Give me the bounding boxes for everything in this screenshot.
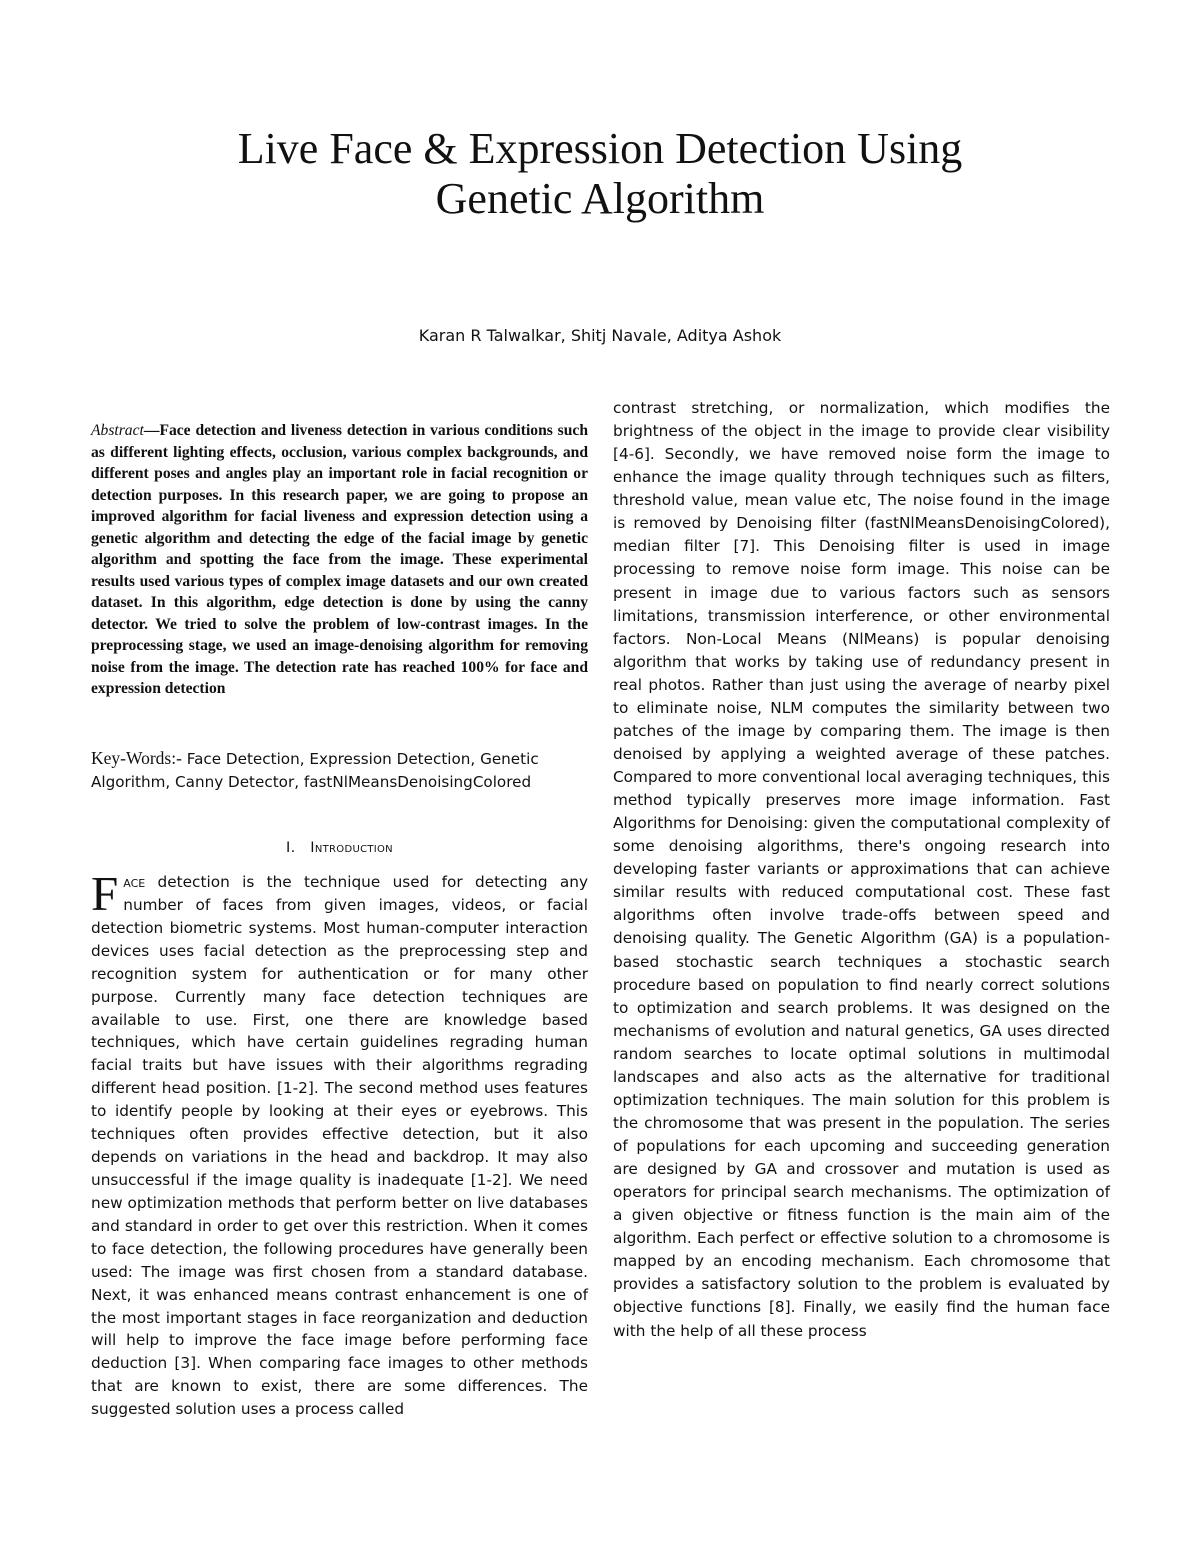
keywords-label: Key-Words:- [91,748,182,768]
intro-text: detection is the technique used for detecting any number of faces from given images, videos, or facial detection biometric systems. Most human-computer interaction devices uses facial detection as the preprocessing step and recognition system for authentication or for many other purpose. Currently many face detection techniques are available to use. First, one there are knowledge based techniques, which have certain guidelines regrading human facial traits but have issues with their algorithms regrading different head position. [1-2]. The second method uses features to identify people by looking at their eyes or eyebrows. This techniques often provides effective detection, but it also depends on variations in the head and backdrop. It may also unsuccessful if the image quality is inadequate [1-2]. We need new optimization methods that perform better on live databases and standard in order to get over this restriction. When it comes to face detection, the following procedures have generally been used: The image was first chosen from a standard database. Next, it was enhanced means contrast enhancement is one of the most important stages in face reorganization and deduction will help to improve the face image before performing face deduction [3]. When comparing face images to other methods that are known to exist, there are some differences. The suggested solution uses a process called [91,873,588,1419]
author-list: Karan R Talwalkar, Shitj Navale, Aditya Ashok [418,326,782,345]
drop-cap: F [91,866,119,921]
title-line-2: Genetic Algorithm [435,174,765,223]
introduction-paragraph [91,866,588,1421]
title-line-1: Live Face & Expression Detection Using [237,124,963,173]
section-number: I. [286,840,296,856]
section-heading-introduction [91,840,588,856]
right-column-paragraph: contrast stretching, or normalization, which modifies the brightness of the object in the image to provide clear visibility [4-6]. Secondly, we have removed noise form the image to enhance the image quality through techniques such as filters, threshold value, mean value etc, The noise found in the image is removed by Denoising filter (fastNlMeansDenoisingColored), median filter [7]. This Denoising filter is used in image processing to remove noise form image. This noise can be present in image due to various factors such as sensors limitations, transmission interference, or other environmental factors. Non-Local Means (NlMeans) is popular denoising algorithm that works by taking use of redundancy present in real photos. Rather than just using the average of nearby pixel to eliminate noise, NLM computes the similarity between two patches of the image by comparing them. The image is then denoised by applying a weighted average of these patches. Compared to more conventional local averaging techniques, this method typically preserves more image information. Fast Algorithms for Denoising: given the computational complexity of some denoising algorithms, there's ongoing research into developing faster variants or approximations that can achieve similar results with reduced computational cost. These fast algorithms often involve trade-offs between speed and denoising quality. The Genetic Algorithm (GA) is a population-based stochastic search techniques a stochastic search procedure based on population to find nearly correct solutions to optimization and search problems. It was designed on the mechanisms of evolution and natural genetics, GA uses directed random searches to locate optimal solutions in multimodal landscapes and also acts as the alternative for traditional optimization techniques. The main solution for this problem is the chromosome that was present in the population. The series of populations for each upcoming and succeeding generation are designed by GA and crossover and mutation is used as operators for principal search mechanisms. The optimization of a given objective or fitness function is the main aim of the algorithm. Each perfect or effective solution to a chromosome is mapped by an encoding mechanism. Each chromosome that provides a satisfactory solution to the problem is evaluated by objective functions [8]. Finally, we easily find the human face with the help of all these process [613,399,1110,1340]
keywords [91,747,588,794]
abstract-label: Abstract [91,422,144,439]
keywords-text: Face Detection, Expression Detection, Genetic Algorithm, Canny Detector, fastNlMeansDenoisingColored [91,750,539,791]
intro-smallcaps: ace [123,873,146,891]
section-title: Introduction [310,840,393,856]
abstract-dash: — [143,422,160,439]
abstract [91,420,588,700]
abstract-text: Face detection and liveness detection in various conditions such as different lighting effects, occlusion, various complex backgrounds, and different poses and angles play an important role in facial recognition or detection purposes. In this research paper, we are going to propose an improved algorithm for facial liveness and expression detection using a genetic algorithm and detecting the edge of the facial image by genetic algorithm and spotting the face from the image. These experimental results used various types of complex image datasets and our own created dataset. In this algorithm, edge detection is done by using the canny detector. We tried to solve the problem of low-contrast images. In the preprocessing stage, we used an image-denoising algorithm for removing noise from the image. The detection rate has reached 100% for face and expression detection [91,422,588,697]
paper-title [150,124,1050,224]
